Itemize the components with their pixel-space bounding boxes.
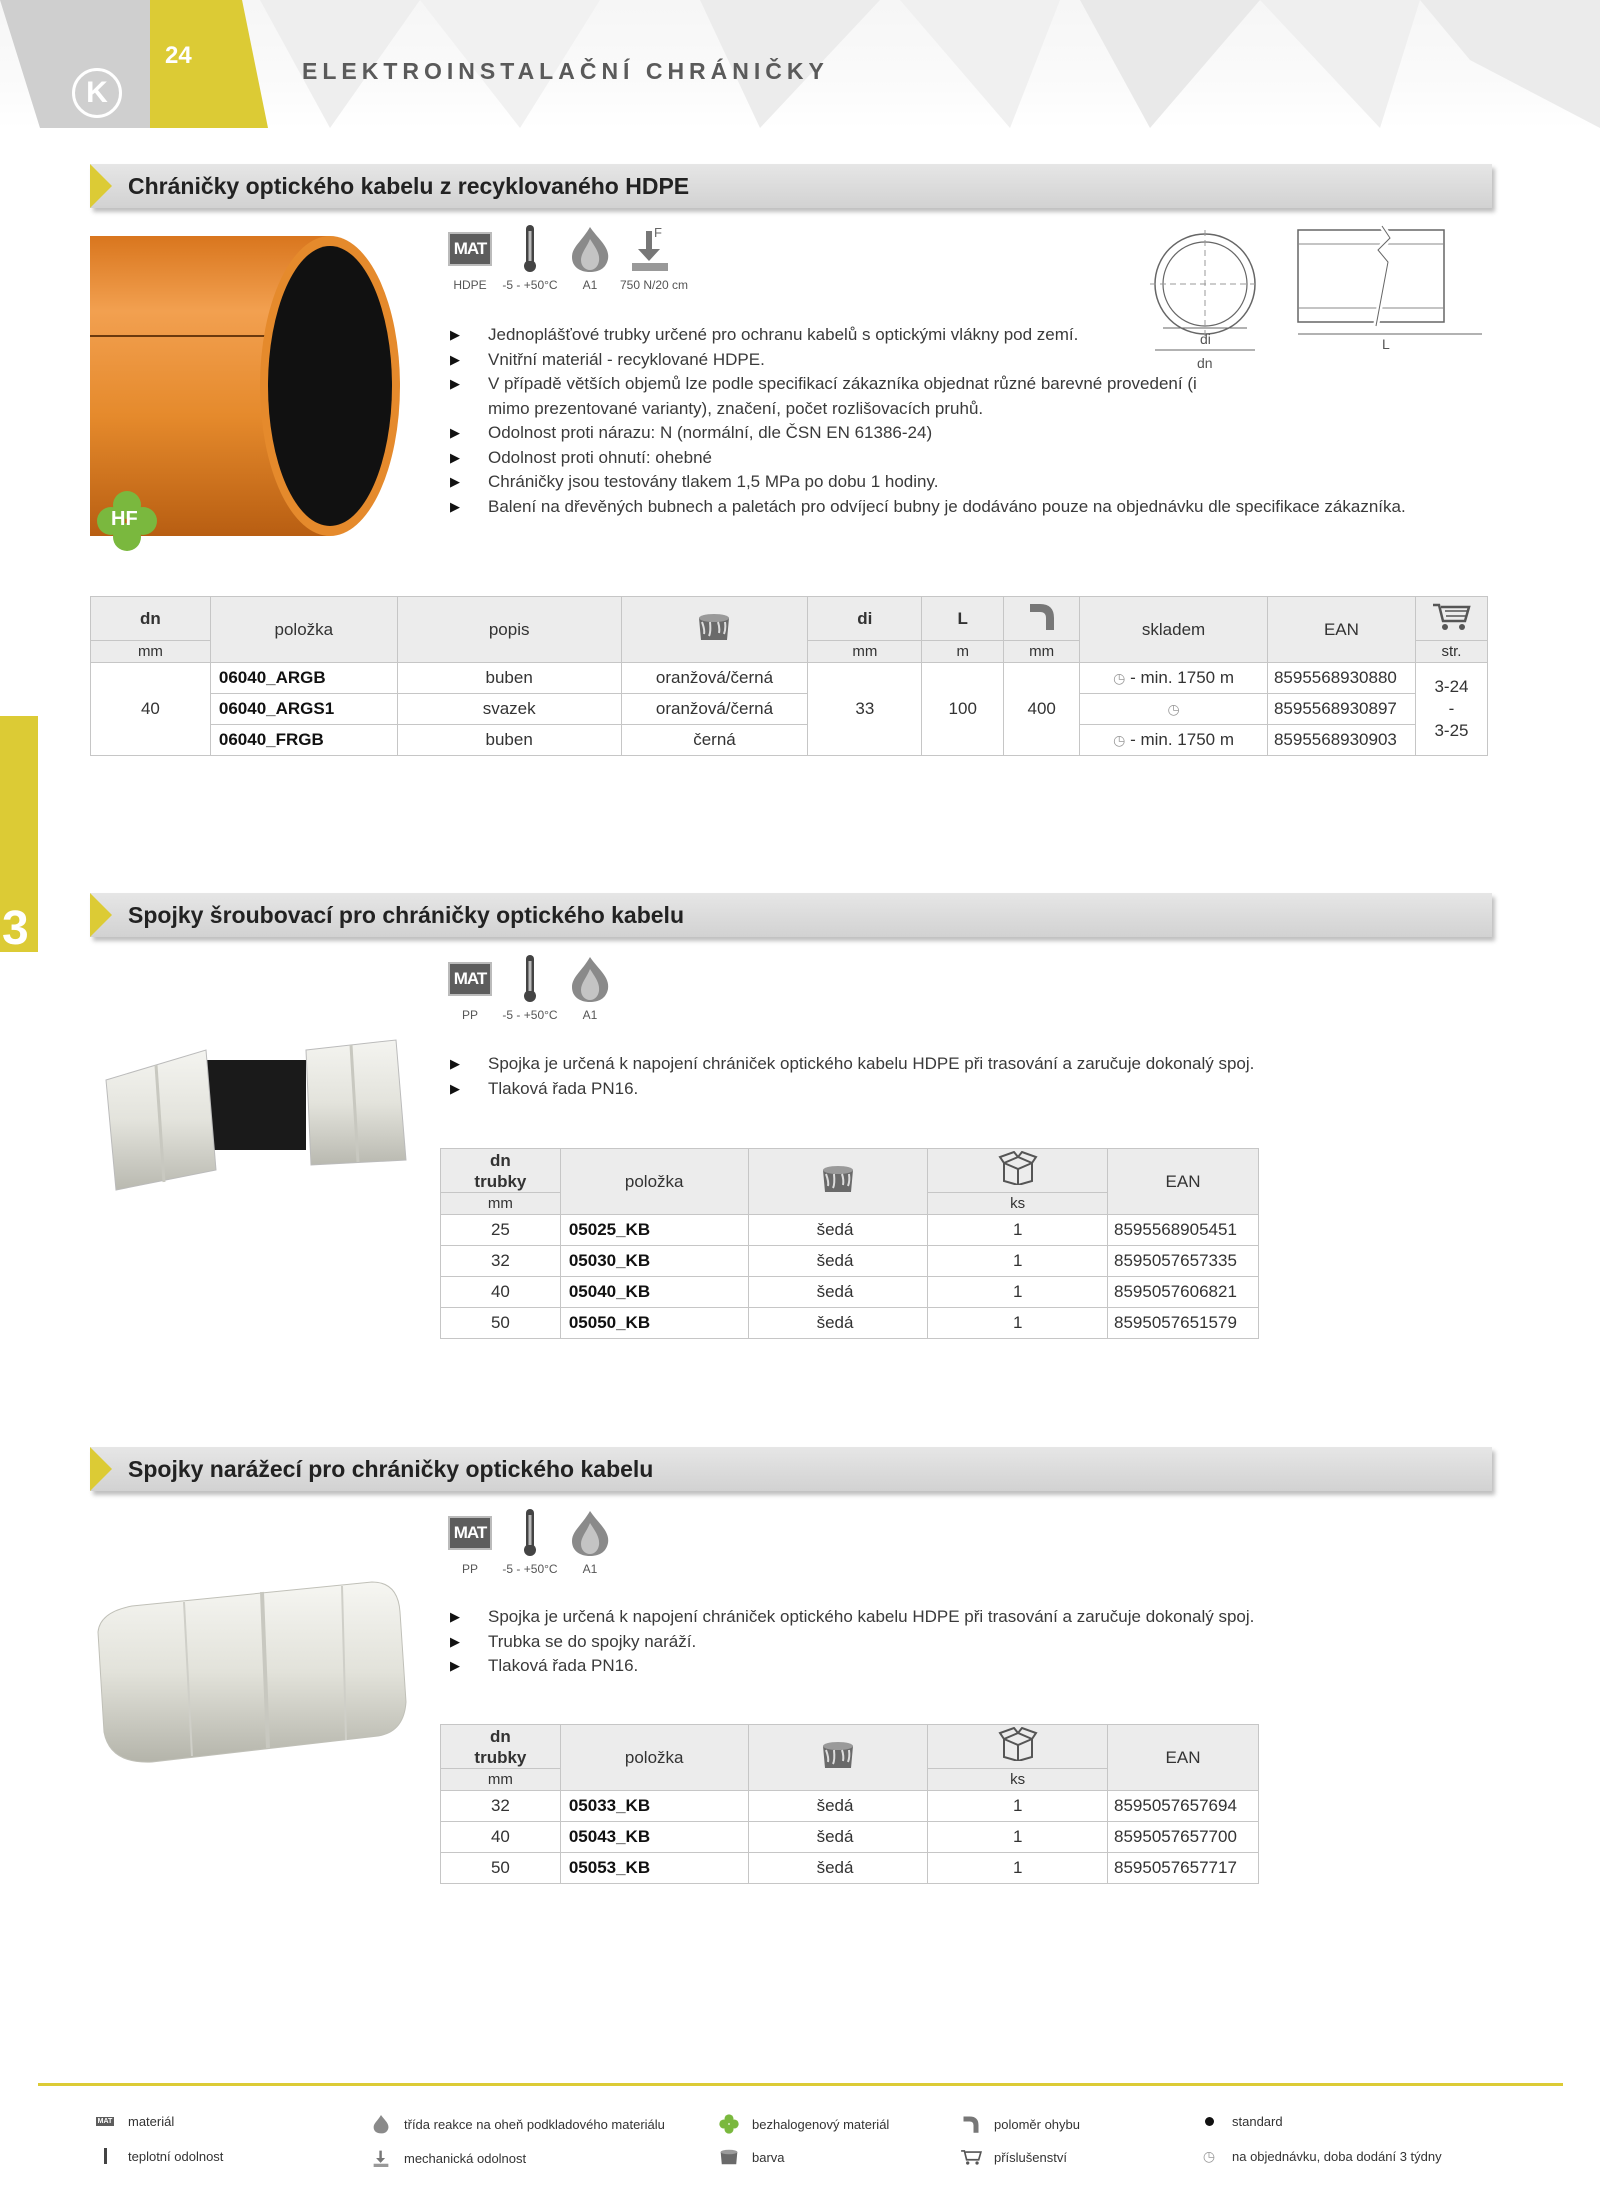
col-stock: skladem [1080,597,1268,663]
force-icon [372,2148,390,2168]
col-item: položka [560,1149,748,1215]
col-item: položka [210,597,397,663]
list-item: ▶ Spojka je určená k napojení chrániček optického kabelu HDPE při trasování a zaručuje dokonalý spoj. [446,1052,1446,1077]
cart-icon [1431,601,1471,631]
flame-icon [568,955,612,1003]
prop-fire: A1 [560,1506,620,1576]
flame-icon [372,2114,390,2134]
prop-material: MAT HDPE [440,222,500,292]
col-length: L [922,597,1004,641]
legend-standard: standard [1198,2114,1283,2129]
table-row: 06040_ARGS1 svazek oranžová/černá ◷ 8595568930897 [91,694,1488,725]
section-header-screw-couplings [90,893,1492,939]
section-title: Spojky narážecí pro chráničky optického kabelu [128,1456,654,1482]
col-color [748,1149,928,1215]
col-color [748,1725,928,1791]
legend-material: MAT materiál [97,2114,175,2129]
mat-icon: MAT [97,2118,113,2125]
table-row: 40 05040_KB šedá 1 8595057606821 [441,1277,1259,1308]
clock-icon: ◷ [1167,701,1180,717]
chapter-title: ELEKTROINSTALAČNÍ CHRÁNIČKY [302,58,829,84]
di-label: di [1200,331,1211,347]
col-dn: dn trubky [441,1725,561,1769]
section-header-hdpe [90,164,1492,210]
list-item: ▶ Balení na dřevěných bubnech a paletách pro odvíjecí bubny je dodáváno pouze na objednávku dle specifikace zákazníka. [446,495,1426,520]
clock-icon: ◷ [1113,732,1126,748]
dn-label: dn [1197,355,1213,371]
col-di: di [808,597,922,641]
color-icon [820,1740,856,1770]
col-item: položka [560,1725,748,1791]
prop-mechanical: F 750 N/20 cm [620,225,689,292]
col-quantity [928,1149,1108,1193]
color-icon [719,2148,739,2166]
thermometer-icon [104,2148,107,2164]
svg-text:F: F [654,225,662,240]
col-dn: dn trubky [441,1149,561,1193]
thermometer-icon [523,1509,537,1557]
flame-icon [568,225,612,273]
list-item: ▶ Trubka se do spojky naráží. [446,1630,1446,1655]
table-row: 50 05050_KB šedá 1 8595057651579 [441,1308,1259,1339]
force-icon [628,225,672,273]
hf-badge: HF [96,490,158,552]
dot-icon [1205,2117,1214,2126]
prop-material: MAT PP [440,1506,500,1576]
prop-material: MAT PP [440,952,500,1022]
list-item: ▶ V případě větších objemů lze podle specifikací zákazníka objednat různé barevné provedení (i mimo prezentované varianty), značení, počet rozlišovacích pruhů. [446,372,1226,421]
list-item: ▶ Vnitřní materiál - recyklované HDPE. [446,348,1426,373]
table-row: 32 05033_KB šedá 1 8595057657694 [441,1791,1259,1822]
mat-icon: MAT [448,232,493,266]
legend-temperature: teplotní odolnost [94,2148,223,2164]
list-item: ▶ Tlaková řada PN16. [446,1077,1446,1102]
col-ean: EAN [1108,1725,1259,1791]
table-row: 50 05053_KB šedá 1 8595057657717 [441,1853,1259,1884]
product-table-push: dn trubky položka EAN mm ks 32 05033_KB šedá 1 8595057657694 40 05043_KB šedá 1 8595057657700 50 05053_KB šedá 1 8595057657717 [440,1724,1259,1884]
box-icon [998,1151,1038,1185]
feature-list-screw [446,1052,1446,1101]
col-quantity [928,1725,1108,1769]
section-title: Chráničky optického kabelu z recyklovaného HDPE [128,173,690,199]
product-table-hdpe: dn položka popis di L skladem EAN mm mm m mm str. 40 06040_ARGB buben oranžová/černá 33 100 400 ◷ - min. 1750 m 8595568930880 3-24 - 3-25 06040_ARGS1 svazek oranžová/černá ◷ 8595568930897 06040_FRGB buben černá ◷ - min. 1750 m 8595568930903 [90,596,1488,756]
clock-icon: ◷ [1113,670,1126,686]
property-icons [440,1506,620,1576]
legend-halogen-free: bezhalogenový materiál [718,2114,889,2134]
col-ean: EAN [1108,1149,1259,1215]
list-item: ▶ Tlaková řada PN16. [446,1654,1446,1679]
col-description: popis [397,597,621,663]
push-coupling-image [92,1572,412,1772]
section-header-push-couplings [90,1447,1492,1493]
legend-color: barva [718,2148,785,2166]
list-item: ▶ Odolnost proti ohnutí: ohebné [446,446,1426,471]
clock-icon: ◷ [1202,2148,1216,2164]
footer-divider [38,2083,1563,2086]
col-ean: EAN [1267,597,1415,663]
mat-icon: MAT [448,1516,493,1550]
col-accessories [1415,597,1487,641]
thermometer-icon [523,225,537,273]
col-dn: dn [91,597,211,641]
bend-radius-icon [1026,600,1058,632]
feature-list-hdpe [446,323,1426,519]
thermometer-icon [523,955,537,1003]
col-color [621,597,808,663]
table-row: 40 05043_KB šedá 1 8595057657700 [441,1822,1259,1853]
color-icon [820,1164,856,1194]
length-label: L [1382,336,1390,352]
legend-on-order: ◷ na objednávku, doba dodání 3 týdny [1202,2148,1442,2164]
screw-coupling-image [96,1020,416,1200]
section-title: Spojky šroubovací pro chráničky optického kabelu [128,902,684,928]
box-icon [998,1727,1038,1761]
list-item: ▶ Odolnost proti nárazu: N (normální, dle ČSN EN 61386-24) [446,421,1426,446]
prop-fire: A1 [560,952,620,1022]
mat-icon: MAT [448,962,493,996]
prop-temperature: -5 - +50°C [500,222,560,292]
product-table-screw: dn trubky položka EAN mm ks 25 05025_KB šedá 1 8595568905451 32 05030_KB šedá 1 8595057657335 40 05040_KB šedá 1 8595057606821 50 05050_KB šedá 1 8595057651579 [440,1148,1259,1339]
prop-fire: A1 [560,222,620,292]
property-icons [440,952,620,1022]
prop-temperature: -5 - +50°C [500,952,560,1022]
table-row: 32 05030_KB šedá 1 8595057657335 [441,1246,1259,1277]
color-icon [696,612,732,642]
bend-radius-icon [961,2114,981,2134]
list-item: ▶ Spojka je určená k napojení chrániček optického kabelu HDPE při trasování a zaručuje dokonalý spoj. [446,1605,1446,1630]
company-logo: K [72,68,122,118]
list-item: ▶ Jednoplášťové trubky určené pro ochranu kabelů s optickými vlákny pod zemí. [446,323,1426,348]
property-icons [440,222,689,292]
chapter-number: 3 [2,902,29,955]
cart-icon [960,2148,982,2166]
col-bend-radius [1004,597,1080,641]
table-row: 06040_FRGB buben černá ◷ - min. 1750 m 8595568930903 [91,725,1488,756]
legend-accessories: příslušenství [960,2148,1067,2166]
legend-fire: třída reakce na oheň podkladového materiálu [370,2114,665,2134]
list-item: ▶ Chráničky jsou testovány tlakem 1,5 MPa po dobu 1 hodiny. [446,470,1426,495]
feature-list-push [446,1605,1446,1679]
flame-icon [568,1509,612,1557]
table-row: 40 06040_ARGB buben oranžová/černá 33 100 400 ◷ - min. 1750 m 8595568930880 3-24 - 3-25 [91,663,1488,694]
prop-temperature: -5 - +50°C [500,1506,560,1576]
table-row: 25 05025_KB šedá 1 8595568905451 [441,1215,1259,1246]
legend-mechanical: mechanická odolnost [370,2148,526,2168]
page-number: 24 [165,42,192,69]
hf-icon [719,2114,739,2134]
legend-bend-radius: poloměr ohybu [960,2114,1080,2134]
